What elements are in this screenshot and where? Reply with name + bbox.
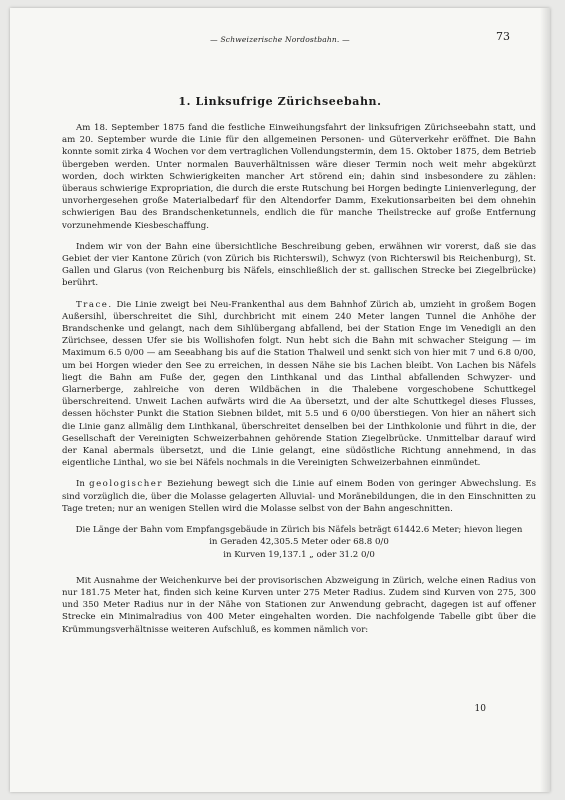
section-title: 1. Linksufrige Zürichseebahn. <box>178 95 382 108</box>
paragraph-trace <box>62 299 536 470</box>
stats-curves: in Kurven 19,137.1 „ oder 31.2 0/0 <box>223 549 375 560</box>
geology-label: geologischer <box>89 479 163 490</box>
running-head: — Schweizerische Nordostbahn. — <box>210 35 350 44</box>
paragraph-geology <box>62 478 536 515</box>
page-edge-shadow <box>540 8 550 792</box>
document-page <box>10 8 550 792</box>
body-text <box>62 122 536 645</box>
stats-total-length: Die Länge der Bahn vom Empfangsgebäude in Zürich bis Näfels beträgt 61442.6 Meter; hievon liegen <box>75 525 523 536</box>
geology-text: Beziehung bewegt sich die Linie auf einem Boden von geringer Abwechslung. Es sind vorzüglich die, über die Molasse gelagerten Alluvial- und Moränebildungen, die in den Einschnitten zu Tage treten; nur an wenigen Stellen wird die Molasse selbst von der Bahn angeschnitten. <box>62 479 537 514</box>
geology-lead: In <box>76 479 85 490</box>
length-statistics <box>62 524 536 561</box>
signature-mark: 10 <box>474 704 486 714</box>
trace-text: Die Linie zweigt bei Neu-Frankenthal aus dem Bahnhof Zürich ab, umzieht in großem Bogen Außersihl, überschreitet die Sihl, durchbricht mit einem 240 Meter langen Tunnel die Anhöhe der Brandschenke und gelangt, nach dem Sihlübergang abfallend, bei der Station Enge im Venedigli an den Zürichsee, dessen Ufer sie bis Wollishofen folgt. Nun hebt sich die Bahn mit schwacher Steigung — im Maximum 6.5 0/00 — am Seeabhang bis auf die Station Thalweil und senkt sich von hier mit 7 und 6.8 0/00, um bei Horgen wieder den See zu erreichen, in dessen Nähe sie bis Lachen bleibt. Von Lachen bis Näfels liegt die Bahn am Fuße der, gegen den Linthkanal und das Linthal abfallenden Schwyzer- und Glarnerberge, zahlreiche von deren Wildbächen in die Thalebene vorgeschobene Schuttkegel überschreitend. Unweit Lachen aufwärts wird die Aa übersetzt, und der alte Schuttkegel dieses Flusses, dessen höchster Punkt die Station Siebnen bildet, mit 5.5 und 6 0/00 überstiegen. Von hier an nähert sich die Linie ganz allmälig dem Linthkanal, überschreitet denselben bei der Linthkolonie und führt in die, der Gesellschaft der Vereinigten Schweizerbahnen gehörende Station Ziegelbrücke. Unmittelbar darauf wird der Kanal abermals übersetzt, und die Linie gelangt, eine südöstliche Richtung annehmend, in das eigentliche Linthal, wo sie bei Näfels nochmals in die Vereinigten Schweizerbahnen einmündet. <box>62 299 537 469</box>
paragraph-opening: Am 18. September 1875 fand die festliche Einweihungsfahrt der linksufrigen Zürichseebahn statt, und am 20. September wurde die Linie für den allgemeinen Personen- und Güterverkehr eröffnet. Die Bahn konnte somit zirka 4 Wochen vor dem vertraglichen Vollendungstermin, dem 15. Oktober 1875, dem Betrieb übergeben werden. Unter normalen Bauverhältnissen wäre dieser Termin noch weit mehr abgekürzt worden, doch wirkten Schwierigkeiten mancher Art störend ein; dahin sind insbesondere zu zählen: überaus schwierige Expropriation, die durch die erste Rutschung bei Horgen bedingte Linienverlegung, der unvorhergesehen große Materialbedarf für den Altendorfer Damm, Exekutionsarbeiten bei dem ohnehin schwierigen Bau des Brandschenketunnels, endlich die für manche Theilstrecke auf große Entfernung vorzunehmende Kiesbeschaffung. <box>62 123 536 231</box>
stats-straights: in Geraden 42,305.5 Meter oder 68.8 0/0 <box>209 537 389 548</box>
page-number: 73 <box>496 30 510 43</box>
paragraph-curves: Mit Ausnahme der Weichenkurve bei der provisorischen Abzweigung in Zürich, welche einen Radius von nur 181.75 Meter hat, finden sich keine Kurven unter 275 Meter Radius. Zudem sind Kurven von 275, 300 und 350 Meter Radius nur in der Nähe von Stationen zur Anwendung gebracht, dagegen ist auf offener Strecke ein Minimalradius von 400 Meter eingehalten worden. Die nachfolgende Tabelle gibt über die Krümmungsverhältnisse weiteren Aufschluß, es kommen nämlich vor: <box>62 575 536 635</box>
paragraph-cantons: Indem wir von der Bahn eine übersichtliche Beschreibung geben, erwähnen wir vorerst, daß sie das Gebiet der vier Kantone Zürich (von Zürich bis Richterswil), Schwyz (von Richterswil bis Reichenburg), St. Gallen und Glarus (von Reichenburg bis Näfels, einschließlich der st. gallischen Strecke bei Ziegelbrücke) berührt. <box>62 241 536 289</box>
trace-label: Trace. <box>76 299 113 310</box>
